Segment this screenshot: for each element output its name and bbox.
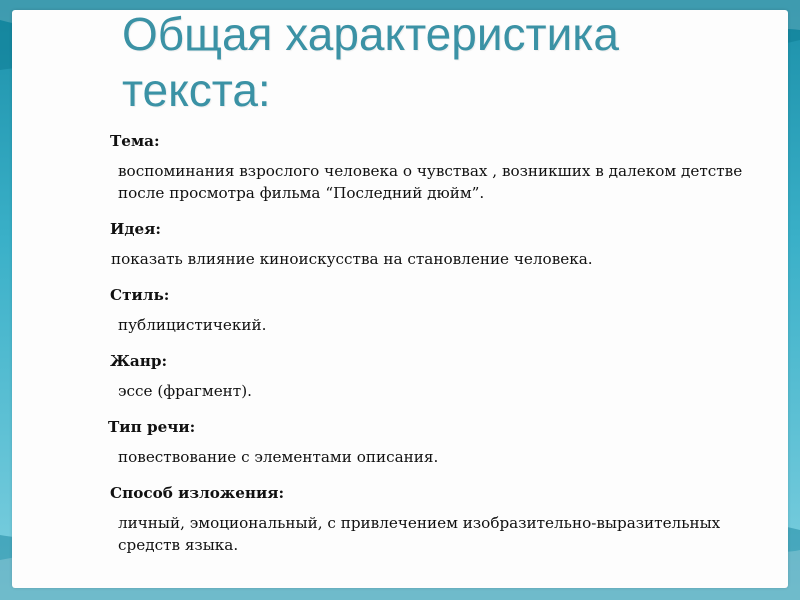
item-value: эссе (фрагмент). (118, 382, 252, 400)
item-label: Идея: (110, 220, 161, 238)
item-label: Жанр: (110, 352, 168, 370)
characteristics-list (104, 130, 744, 570)
item-genre (104, 350, 744, 402)
item-speech-type (104, 416, 744, 468)
item-style (104, 284, 744, 336)
item-idea (104, 218, 744, 270)
item-value: показать влияние киноискусства на становление человека. (111, 250, 593, 268)
slide-title: Общая характеристика текста: (122, 8, 620, 116)
item-label: Способ изложения: (110, 484, 285, 502)
item-value: личный, эмоциональный, с привлечением изобразительно-выразительных средств языка. (118, 514, 721, 554)
item-topic (104, 130, 744, 204)
item-label: Стиль: (110, 286, 170, 304)
item-value: публицистичекий. (118, 316, 267, 334)
item-value: воспоминания взрослого человека о чувствах , возникших в далеком детстве после просмотра фильма “Последний дюйм”. (118, 162, 743, 202)
item-label: Тип речи: (108, 418, 196, 436)
item-label: Тема: (110, 132, 160, 150)
item-value: повествование с элементами описания. (118, 448, 439, 466)
item-narration-mode (104, 482, 744, 556)
